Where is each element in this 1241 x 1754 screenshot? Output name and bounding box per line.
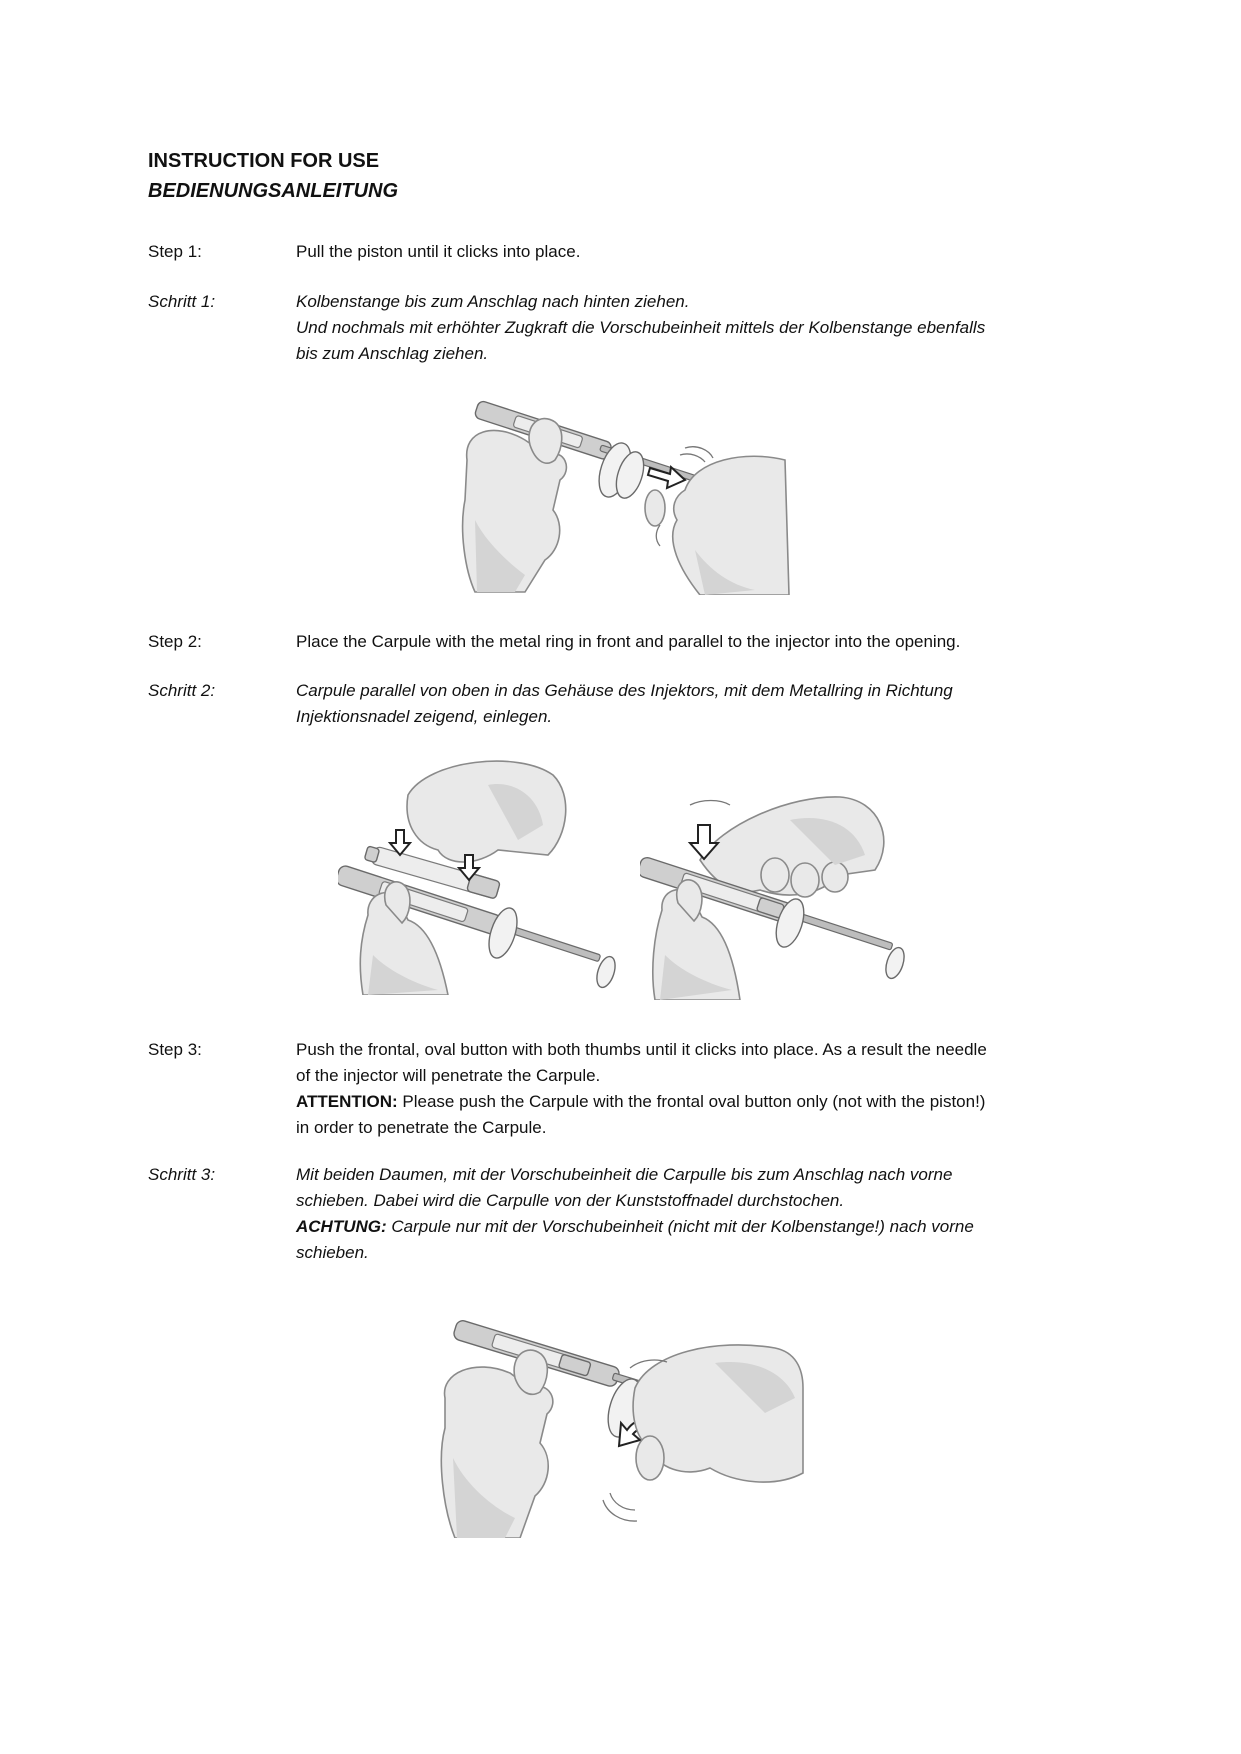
attention-text: Please push the Carpule with the frontal oval button only (not with the piston!) xyxy=(397,1092,986,1111)
schritt-3-text xyxy=(296,1162,1106,1266)
schritt-1-line-3: bis zum Anschlag ziehen. xyxy=(296,344,489,363)
schritt-1-label: Schritt 1: xyxy=(148,292,216,311)
schritt-2-line-1: Carpule parallel von oben in das Gehäuse des Injektors, mit dem Metallring in Richtung xyxy=(296,681,953,700)
schritt-3-label: Schritt 3: xyxy=(148,1165,216,1184)
achtung-label: ACHTUNG: xyxy=(296,1217,387,1236)
step-3-label: Step 3: xyxy=(148,1040,202,1059)
step-2-illustration-left xyxy=(338,755,628,995)
achtung-text: Carpule nur mit der Vorschubeinheit (nicht mit der Kolbenstange!) nach vorne xyxy=(386,1217,974,1236)
step-2-text: Place the Carpule with the metal ring in front and parallel to the injector into the opening. xyxy=(296,632,961,651)
document-subtitle: BEDIENUNGSANLEITUNG xyxy=(148,180,399,202)
step-3-attention-line-2: in order to penetrate the Carpule. xyxy=(296,1118,547,1137)
schritt-3-attention xyxy=(296,1214,1106,1240)
schritt-3-line-1: Mit beiden Daumen, mit der Vorschubeinheit die Carpulle bis zum Anschlag nach vorne xyxy=(296,1165,953,1184)
step-1-illustration xyxy=(455,400,790,595)
schritt-3-line-2: schieben. Dabei wird die Carpulle von der Kunststoffnadel durchstochen. xyxy=(296,1191,845,1210)
step-3-line-2: of the injector will penetrate the Carpule. xyxy=(296,1066,601,1085)
schritt-1-text xyxy=(296,289,1106,367)
step-1-text: Pull the piston until it clicks into place. xyxy=(296,242,581,261)
schritt-1-line-2: Und nochmals mit erhöhter Zugkraft die Vorschubeinheit mittels der Kolbenstange ebenfalls xyxy=(296,318,986,337)
step-3-line-1: Push the frontal, oval button with both thumbs until it clicks into place. As a result the needle xyxy=(296,1040,987,1059)
step-1-label: Step 1: xyxy=(148,242,202,261)
step-3-illustration xyxy=(435,1318,805,1538)
schritt-3-attention-line-2: schieben. xyxy=(296,1243,369,1262)
schritt-2-text xyxy=(296,678,1106,730)
step-2-illustration-right xyxy=(640,785,910,1000)
step-3-attention xyxy=(296,1089,1106,1115)
document-title: INSTRUCTION FOR USE xyxy=(148,150,380,172)
step-2-label: Step 2: xyxy=(148,632,202,651)
attention-label: ATTENTION: xyxy=(296,1092,398,1111)
step-3-text xyxy=(296,1037,1106,1141)
schritt-2-line-2: Injektionsnadel zeigend, einlegen. xyxy=(296,707,553,726)
schritt-1-line-1: Kolbenstange bis zum Anschlag nach hinten ziehen. xyxy=(296,292,690,311)
schritt-2-label: Schritt 2: xyxy=(148,681,216,700)
